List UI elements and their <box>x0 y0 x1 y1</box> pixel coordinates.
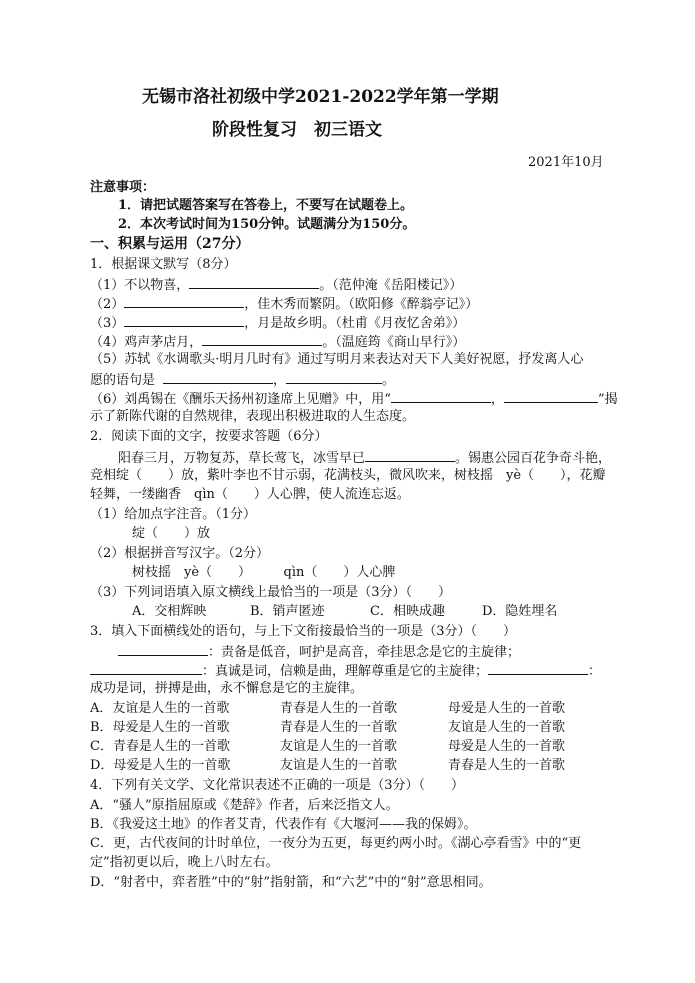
answer-blank[interactable] <box>488 661 588 675</box>
q2-stem: 2．阅读下面的文字，按要求答题（6分） <box>90 429 328 444</box>
q2-sub-2: （2）根据拼音写汉字。（2分） <box>90 546 270 561</box>
q3-option-a-1: A．友谊是人生的一首歌 <box>90 701 230 716</box>
answer-blank[interactable] <box>163 370 273 384</box>
q1-line-5b-end: 。 <box>382 373 396 388</box>
notes-item-2: 2．本次考试时间为150分钟。试题满分为150分。 <box>118 217 416 232</box>
q4-option-c-1: C．更，古代夜间的计时单位，一夜分为五更，每更约两小时。《湖心亭看雪》中的“更 <box>90 836 582 851</box>
answer-blank[interactable] <box>365 448 455 462</box>
q3-option-b-1: B．母爱是人生的一首歌 <box>90 720 230 735</box>
q3-option-d-3: 青春是人生的一首歌 <box>448 758 566 773</box>
q4-option-b: B．《我爱这土地》的作者艾青，代表作有《大堰河——我的保姆》。 <box>90 817 477 832</box>
answer-blank[interactable] <box>118 642 208 656</box>
q4-stem: 4．下列有关文学、文化常识表述不正确的一项是（3分）（ ） <box>90 778 465 793</box>
q1-line-5b-comma: ， <box>273 373 287 388</box>
answer-blank[interactable] <box>202 332 322 346</box>
q3-line-3: 成功是词，拼搏是曲，永不懈怠是它的主旋律。 <box>90 681 364 696</box>
q3-option-c-3: 母爱是人生的一首歌 <box>448 739 566 754</box>
q1-line-4-text: （4）鸡声茅店月， <box>90 335 203 350</box>
q3-option-a-3: 母爱是人生的一首歌 <box>448 701 566 716</box>
q2-option-d: D．隐姓埋名 <box>482 604 558 619</box>
q1-line-6-text: （6）刘禹锡在《酬乐天扬州初逢席上见赠》中，用“ <box>90 392 391 407</box>
answer-blank[interactable] <box>189 275 319 289</box>
q3-option-d-2: 友谊是人生的一首歌 <box>280 758 398 773</box>
q2-passage-2: 竞相绽（ ）放，紫叶李也不甘示弱，花满枝头，微风吹来，树枝摇 yè（ ），花瓣 <box>90 468 606 483</box>
q3-option-d-1: D．母爱是人生的一首歌 <box>90 758 231 773</box>
q2-sub-2-item: 树枝摇 yè（ ） qìn（ ）人心脾 <box>132 565 396 580</box>
q1-line-2-text: （2） <box>90 297 125 312</box>
q2-sub-3: （3）下列词语填入原文横线上最恰当的一项是（3分）（ ） <box>90 585 452 600</box>
q1-line-5b-text: 愿的语句是 <box>90 373 156 388</box>
q1-line-2 <box>90 294 478 314</box>
q1-line-2-source: ，佳木秀而繁阴。（欧阳修《醉翁亭记》） <box>244 297 479 312</box>
q4-option-a: A．“骚人”原指屈原或《楚辞》作者，后来泛指文人。 <box>90 798 399 813</box>
q1-stem: 1．根据课文默写（8分） <box>90 257 237 272</box>
q2-passage-1 <box>118 448 611 468</box>
q1-line-6-end: ”揭 <box>597 392 618 407</box>
q4-option-d: D．“射者中，弈者胜”中的“射”指射箭，和“六艺”中的“射”意思相同。 <box>90 875 492 890</box>
q1-line-5: （5）苏轼《水调歌头·明月几时有》通过写明月来表达对天下人美好祝愿，抒发离人心 <box>90 352 584 367</box>
q2-option-c: C．相映成趣 <box>370 604 445 619</box>
q1-line-5b <box>90 370 395 390</box>
q3-line-2-text: ：真诚是词，信赖是曲，理解尊重是它的主旋律； <box>202 664 489 679</box>
q3-line-1 <box>118 642 520 662</box>
q4-option-c-2: 定”指初更以后，晚上八时左右。 <box>90 855 279 870</box>
q3-option-b-2: 青春是人生的一首歌 <box>280 720 398 735</box>
q3-line-2-end: ： <box>588 664 602 679</box>
answer-blank[interactable] <box>124 313 244 327</box>
q1-line-3 <box>90 313 465 333</box>
q3-option-c-2: 友谊是人生的一首歌 <box>280 739 398 754</box>
answer-blank[interactable] <box>124 294 244 308</box>
q2-option-a: A．交相辉映 <box>132 604 207 619</box>
q1-line-1-source: 。（范仲淹《岳阳楼记》） <box>319 278 463 293</box>
q1-line-1 <box>90 275 462 295</box>
answer-blank[interactable] <box>391 389 491 403</box>
exam-subtitle: 阶段性复习 初三语文 <box>212 120 382 140</box>
notes-item-1: 1．请把试题答案写在答卷上，不要写在试题卷上。 <box>118 198 414 213</box>
q2-sub-1-item: 绽（ ）放 <box>132 526 211 541</box>
q2-sub-1: （1）给加点字注音。（1分） <box>90 507 257 522</box>
q1-line-3-source: ，月是故乡明。（杜甫《月夜忆舍弟》） <box>244 316 466 331</box>
q2-option-b: B．销声匿迹 <box>250 604 325 619</box>
q3-option-a-2: 青春是人生的一首歌 <box>280 701 398 716</box>
exam-title: 无锡市洛社初级中学2021-2022学年第一学期 <box>142 87 499 107</box>
q1-line-1-text: （1）不以物喜， <box>90 278 190 293</box>
q3-option-c-1: C．青春是人生的一首歌 <box>90 739 230 754</box>
answer-blank[interactable] <box>90 661 202 675</box>
q1-line-6 <box>90 389 618 409</box>
q3-stem: 3．填入下面横线处的语句，与上下文衔接最恰当的一项是（3分）（ ） <box>90 624 517 639</box>
q3-option-b-3: 友谊是人生的一首歌 <box>448 720 566 735</box>
exam-date: 2021年10月 <box>528 155 604 170</box>
q1-line-3-text: （3） <box>90 316 125 331</box>
q2-passage-1-text: 阳春三月，万物复苏，草长莺飞，冰雪早已 <box>118 451 366 466</box>
answer-blank[interactable] <box>286 370 382 384</box>
q1-line-4 <box>90 332 465 352</box>
q1-line-6-comma: ， <box>490 392 504 407</box>
q1-line-6d: 示了新陈代谢的自然规律，表现出积极进取的人生态度。 <box>90 409 416 424</box>
q2-passage-1-tail: 。锡惠公园百花争奇斗艳， <box>455 451 612 466</box>
q3-line-1-text: ：责备是低音，呵护是高音，牵挂思念是它的主旋律； <box>208 645 521 660</box>
section-heading: 一、积累与运用（27分） <box>90 236 250 252</box>
q1-line-4-source: 。（温庭筠《商山早行》） <box>322 335 466 350</box>
answer-blank[interactable] <box>504 389 598 403</box>
q2-passage-3: 轻舞，一缕幽香 qìn（ ）人心脾，使人流连忘返。 <box>90 487 410 502</box>
notes-heading: 注意事项： <box>90 180 156 195</box>
q3-line-2 <box>90 661 601 681</box>
